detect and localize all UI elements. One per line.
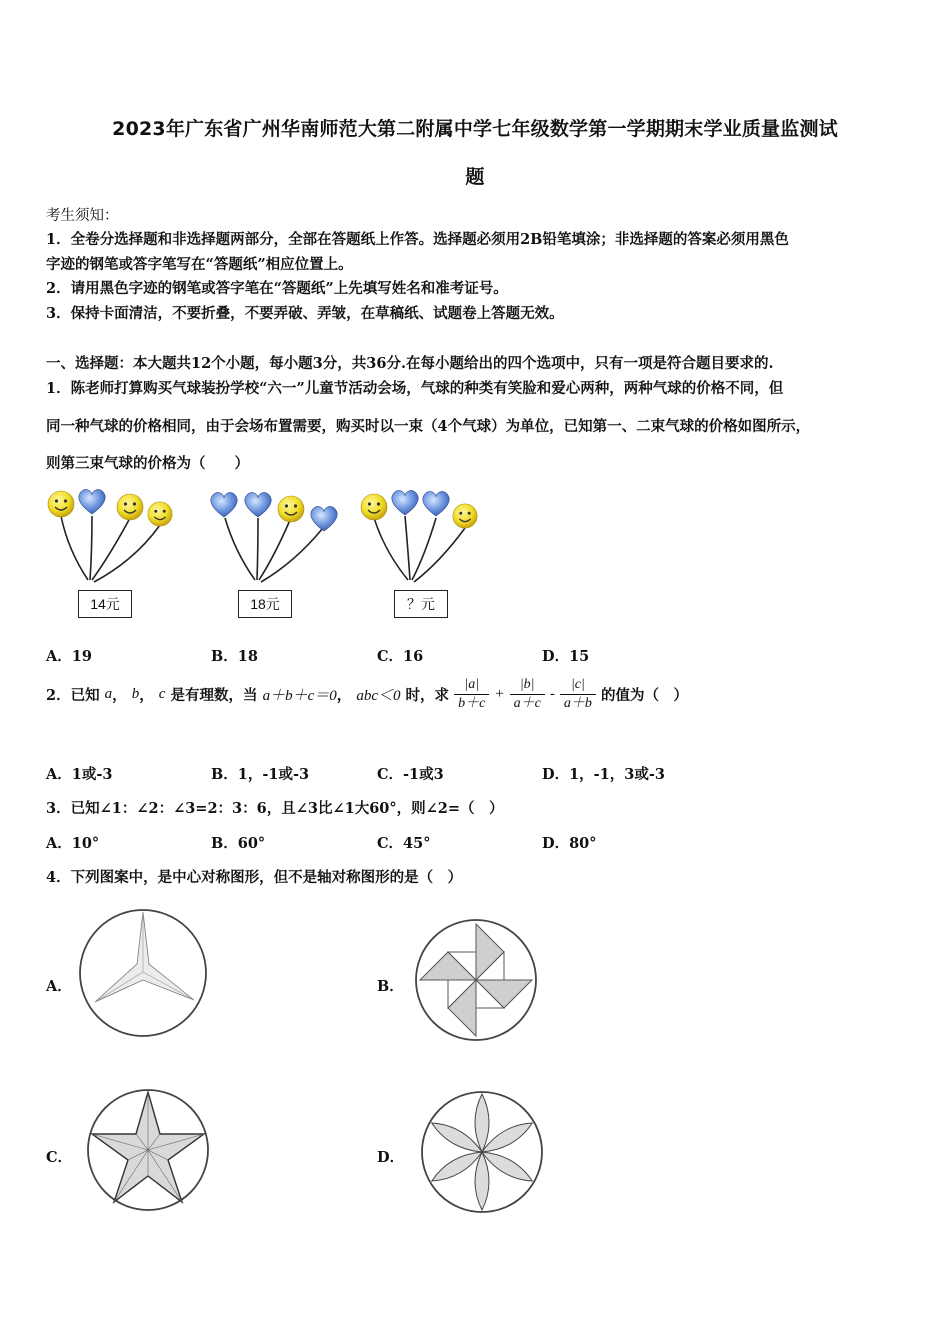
q2-text: 2．已知 a， b， c 是有理数，当 a＋b＋c＝0， abc＜0 时，求 $\frac{|a|}{b+c}$ + $\frac{|b|}{a+c}$ - $\frac{|c|}{a+b}$ 的值为（ ） [46,677,688,711]
page-title: 2023年广东省广州华南师范大第二附属中学七年级数学第一学期期末学业质量监测试 [112,118,838,140]
q1-text-1: 1．陈老师打算购买气球装扮学校“六一”儿童节活动会场，气球的种类有笑脸和爱心两种，两种气球的价格不同，但 [46,380,784,397]
q2-condition-sum: a＋b＋c＝0 [262,688,337,704]
q4-label-d[interactable]: D． [377,1149,405,1166]
q1-text-3: 则第三束气球的价格为（ ） [46,455,249,472]
q2-var-c: c [158,686,166,702]
notice-item-3: 3．保持卡面清洁，不要折叠，不要弄破、弄皱，在草稿纸、试题卷上答题无效。 [46,305,564,322]
price-bunch-3: ？元 [394,590,448,618]
notice-item-1b: 字迹的钢笔或答字笔写在“答题纸”相应位置上。 [46,256,353,273]
q4-figure-b[interactable] [412,916,540,1044]
q4-figure-a[interactable] [76,906,210,1040]
balloon-bunch-2 [211,493,337,582]
q1-option-d[interactable]: D．15 [542,648,590,665]
q3-text: 3．已知∠1：∠2：∠3=2：3：6，且∠3比∠1大60°，则∠2=（ ） [46,800,504,817]
q2-option-d[interactable]: D．1，-1，3或-3 [542,766,665,783]
q4-label-b[interactable]: B． [377,978,404,995]
notice-item-2: 2．请用黑色字迹的钢笔或答字笔在“答题纸”上先填写姓名和准考证号。 [46,280,508,297]
q2-minus: - [549,686,555,702]
q2-mid: 是有理数，当 [170,687,258,704]
balloon-bunch-3 [361,491,477,582]
section-heading: 一、选择题：本大题共12个小题，每小题3分，共36分.在每小题给出的四个选项中，只有一项是符合题目要求的. [46,355,774,372]
q4-text: 4．下列图案中，是中心对称图形，但不是轴对称图形的是（ ） [46,869,463,886]
q3-option-b[interactable]: B．60° [211,835,266,852]
q3-option-c[interactable]: C．45° [377,835,431,852]
q2-suffix: 的值为（ ） [600,687,688,704]
q2-var-b: b [131,686,140,702]
q1-option-c[interactable]: C．16 [377,648,424,665]
q2-when: 时，求 [405,687,450,704]
balloon-bunch-1 [48,490,172,582]
q2-fraction-3: $\frac{|c|}{a+b}$ [560,676,596,713]
q1-text-2: 同一种气球的价格相同，由于会场布置需要，购买时以一束（4个气球）为单位，已知第一、二束气球的价格如图所示， [46,418,811,435]
q4-figure-d[interactable] [418,1088,546,1216]
q2-condition-product: abc＜0 [356,688,401,704]
q4-label-a[interactable]: A． [46,978,72,995]
q3-option-a[interactable]: A．10° [46,835,100,852]
q2-fraction-1: $\frac{|a|}{b+c}$ [454,676,489,713]
q1-option-a[interactable]: A．19 [46,648,92,665]
notice-heading: 考生须知： [46,208,119,224]
q3-option-d[interactable]: D．80° [542,835,597,852]
q4-figure-c[interactable] [84,1086,212,1214]
q2-var-a: a [104,686,113,702]
q1-option-b[interactable]: B．18 [211,648,258,665]
q2-prefix: 2．已知 [46,687,100,704]
page-title-cont: 题 [465,166,485,188]
q2-fraction-2: $\frac{|b|}{a+c}$ [510,676,545,713]
q2-option-c[interactable]: C．-1或3 [377,766,444,783]
q2-plus: + [494,686,505,702]
q2-option-a[interactable]: A．1或-3 [46,766,113,783]
price-bunch-1: 14元 [78,590,132,618]
price-bunch-2: 18元 [238,590,292,618]
notice-item-1a: 1．全卷分选择题和非选择题两部分，全部在答题纸上作答。选择题必须用2B铅笔填涂；非选择题的答案必须用黑色 [46,231,789,248]
q2-option-b[interactable]: B．1，-1或-3 [211,766,310,783]
q4-label-c[interactable]: C． [46,1149,73,1166]
